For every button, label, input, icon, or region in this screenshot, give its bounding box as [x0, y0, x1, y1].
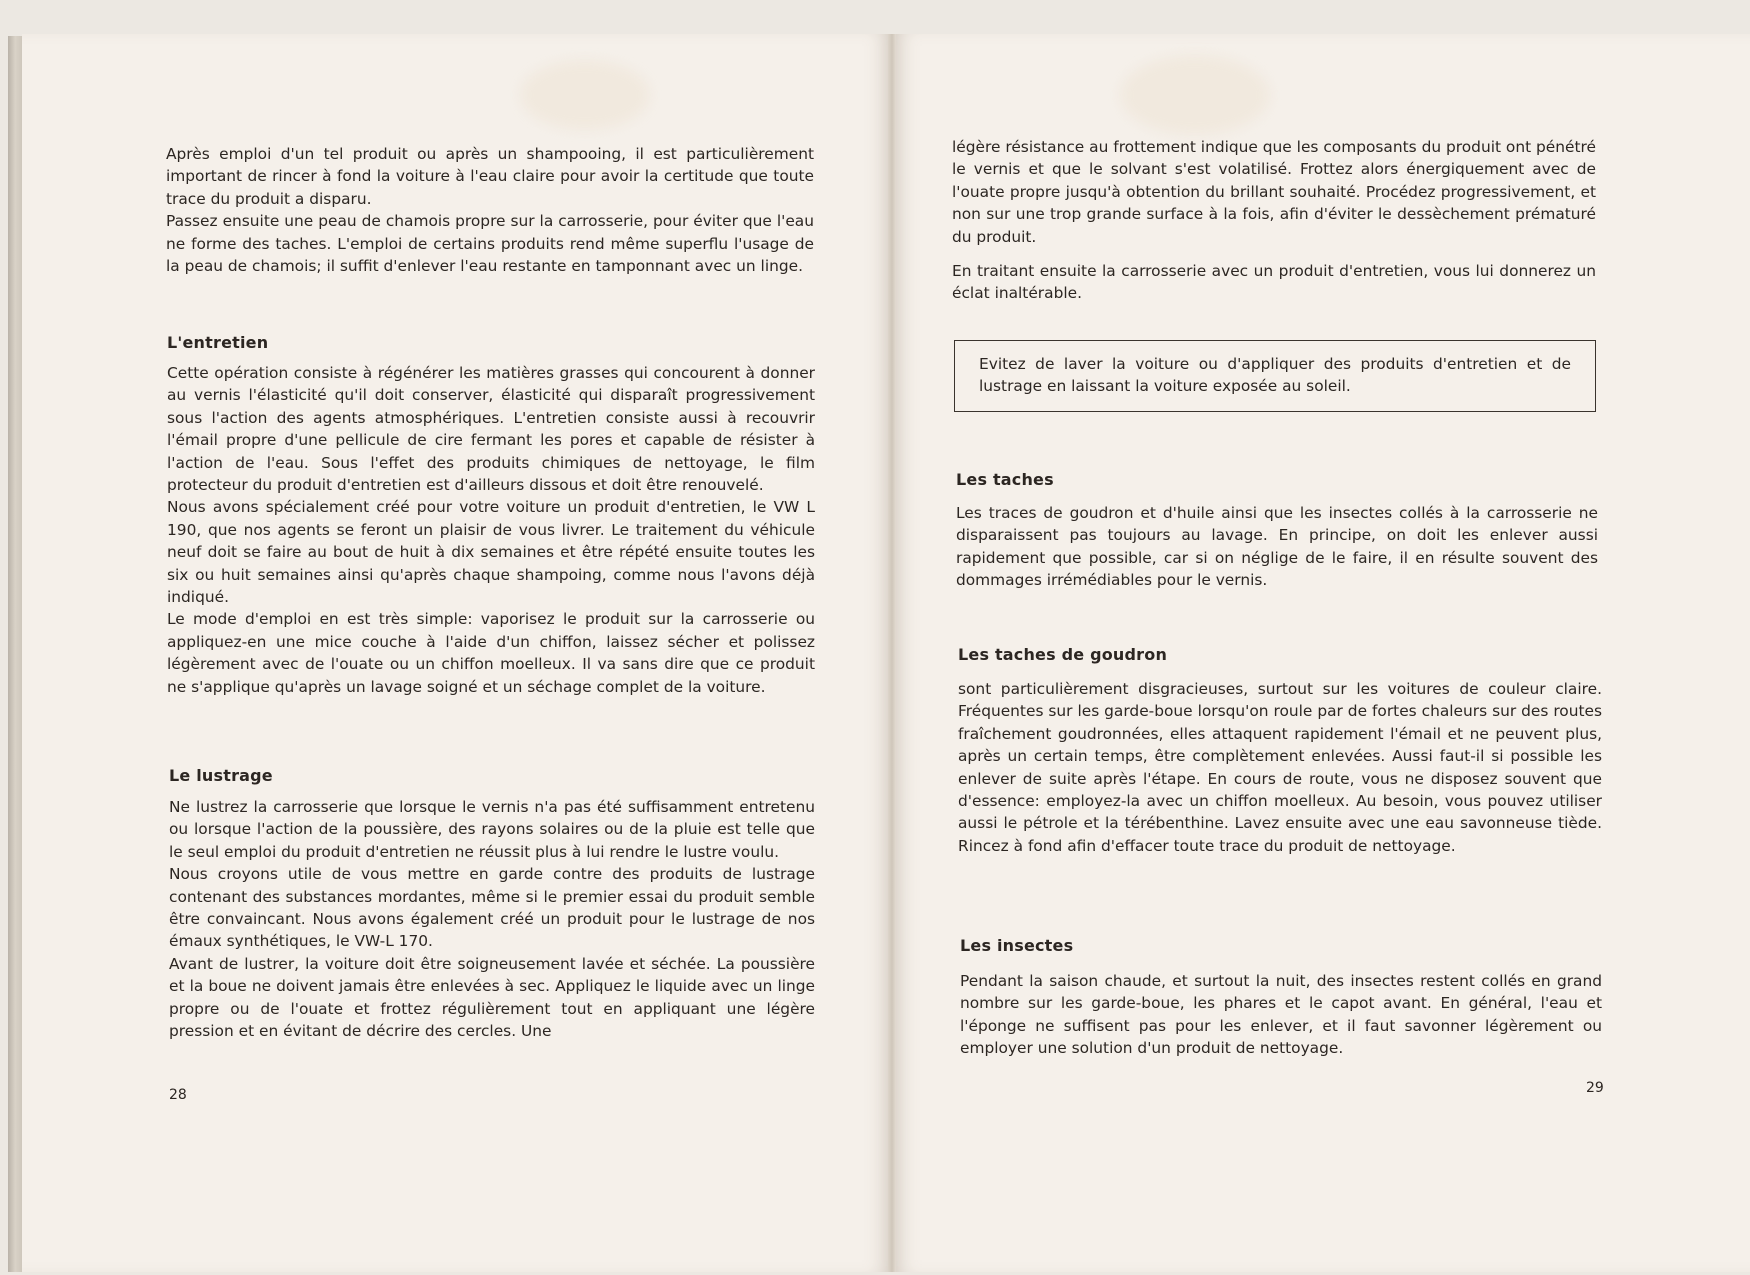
- section-heading-goudron: Les taches de goudron: [958, 645, 1168, 664]
- right-continuation: [952, 136, 1596, 305]
- paragraph: Avant de lustrer, la voiture doit être soigneusement lavée et séchée. La poussière et la boue ne doivent jamais être enlevées à sec. Appliquez le liquide avec un linge propre ou de l'ouate et frottez régulièrement tout en appliquant une légère pression et en évitant de décrire des cercles. Une: [169, 954, 815, 1041]
- paragraph: Cette opération consiste à régénérer les matières grasses qui concourent à donner au vernis l'élasticité qu'il doit conserver, élasticité qui disparaît progressivement sous l'action des agents atmosphériques. L'entretien consiste aussi à recouvrir l'émail propre d'une pellicule de cire fermant les pores et capable de résister à l'action de l'eau. Sous l'effet des produits chimiques de nettoyage, le film protecteur du produit d'entretien est d'ailleurs dissous et doit être renouvelé.: [167, 364, 815, 495]
- paragraph: Nous avons spécialement créé pour votre voiture un produit d'entretien, le VW L 190, que nos agents se feront un plaisir de vous livrer. Le traitement du véhicule neuf doit se faire au bout de huit à dix semaines et être répété ensuite toutes les six ou huit semaines ainsi qu'après chaque shampoing, comme nous l'avons déjà indiqué.: [167, 498, 815, 607]
- section-heading-entretien: L'entretien: [167, 333, 269, 352]
- left-intro: [166, 143, 814, 277]
- section-heading-lustrage: Le lustrage: [169, 766, 273, 785]
- sun-warning-notice: Evitez de laver la voiture ou d'appliquer des produits d'entretien et de lustrage en laissant la voiture exposée au soleil.: [954, 340, 1596, 412]
- paragraph: Nous croyons utile de vous mettre en garde contre des produits de lustrage contenant des substances mordantes, même si le premier essai du produit semble être convaincant. Nous avons également créé un produit pour le lustrage de nos émaux synthétiques, le VW-L 170.: [169, 865, 815, 951]
- paper-stain: [520, 60, 650, 130]
- section-body-goudron: [958, 678, 1602, 857]
- page-number-left: 28: [169, 1087, 187, 1103]
- paragraph: En traitant ensuite la carrosserie avec un produit d'entretien, vous lui donnerez un éclat inaltérable.: [952, 262, 1596, 303]
- section-body-taches: [956, 502, 1598, 592]
- section-heading-insectes: Les insectes: [960, 936, 1074, 955]
- paragraph: Pendant la saison chaude, et surtout la nuit, des insectes restent collés en grand nombre sur les garde-boue, les phares et le capot avant. En général, l'eau et l'éponge ne suffisent pas pour les enlever, et il faut savonner légèrement ou employer une solution d'un produit de nettoyage.: [960, 972, 1602, 1058]
- paragraph: Le mode d'emploi en est très simple: vaporisez le produit sur la carrosserie ou appliquez-en une mice couche à l'aide d'un chiffon, laissez sécher et polissez légèrement avec de l'ouate ou un chiffon moelleux. Il va sans dire que ce produit ne s'applique qu'après un lavage soigné et un séchage complet de la voiture.: [167, 610, 815, 696]
- section-body-insectes: [960, 970, 1602, 1060]
- paragraph: Les traces de goudron et d'huile ainsi que les insectes collés à la carrosserie ne disparaissent pas toujours au lavage. En principe, on doit les enlever aussi rapidement que possible, car si on néglige de le faire, il en résulte souvent des dommages irrémédiables pour le vernis.: [956, 504, 1598, 590]
- paragraph: Passez ensuite une peau de chamois propre sur la carrosserie, pour éviter que l'eau ne forme des taches. L'emploi de certains produits rend même superflu l'usage de la peau de chamois; il suffit d'enlever l'eau restante en tamponnant avec un linge.: [166, 212, 814, 276]
- paragraph: légère résistance au frottement indique que les composants du produit ont pénétré le vernis et que le solvant s'est volatilisé. Frottez alors énergiquement avec de l'ouate propre jusqu'à obtention du brillant souhaité. Procédez progressivement, et non sur une trop grande surface à la fois, afin d'éviter le dessèchement prématuré du produit.: [952, 138, 1596, 246]
- paragraph: sont particulièrement disgracieuses, surtout sur les voitures de couleur claire. Fréquentes sur les garde-boue lorsqu'on roule par de fortes chaleurs sur des routes fraîchement goudronnées, elles attaquent rapidement l'émail et ne peuvent plus, après un certain temps, être complètement enlevées. Aussi faut-il si possible les enlever de suite après l'étape. En cours de route, vous ne disposez souvent que d'essence: employez-la avec un chiffon moelleux. Au besoin, vous pouvez utiliser aussi le pétrole et la térébenthine. Lavez ensuite avec une eau savonneuse tiède. Rincez à fond afin d'effacer toute trace du produit de nettoyage.: [958, 680, 1602, 855]
- section-body-lustrage: [169, 796, 815, 1042]
- paper-stain: [1120, 55, 1270, 135]
- section-heading-taches: Les taches: [956, 470, 1054, 489]
- section-body-entretien: [167, 362, 815, 698]
- paragraph: Ne lustrez la carrosserie que lorsque le vernis n'a pas été suffisamment entretenu ou lorsque l'action de la poussière, des rayons solaires ou de la pluie est telle que le seul emploi du produit d'entretien ne réussit plus à lui rendre le lustre voulu.: [169, 798, 815, 861]
- page-number-right: 29: [1586, 1080, 1604, 1096]
- paragraph: Après emploi d'un tel produit ou après un shampooing, il est particulièrement important de rincer à fond la voiture à l'eau claire pour avoir la certitude que toute trace du produit a disparu.: [166, 145, 814, 208]
- book-gutter: [888, 34, 896, 1272]
